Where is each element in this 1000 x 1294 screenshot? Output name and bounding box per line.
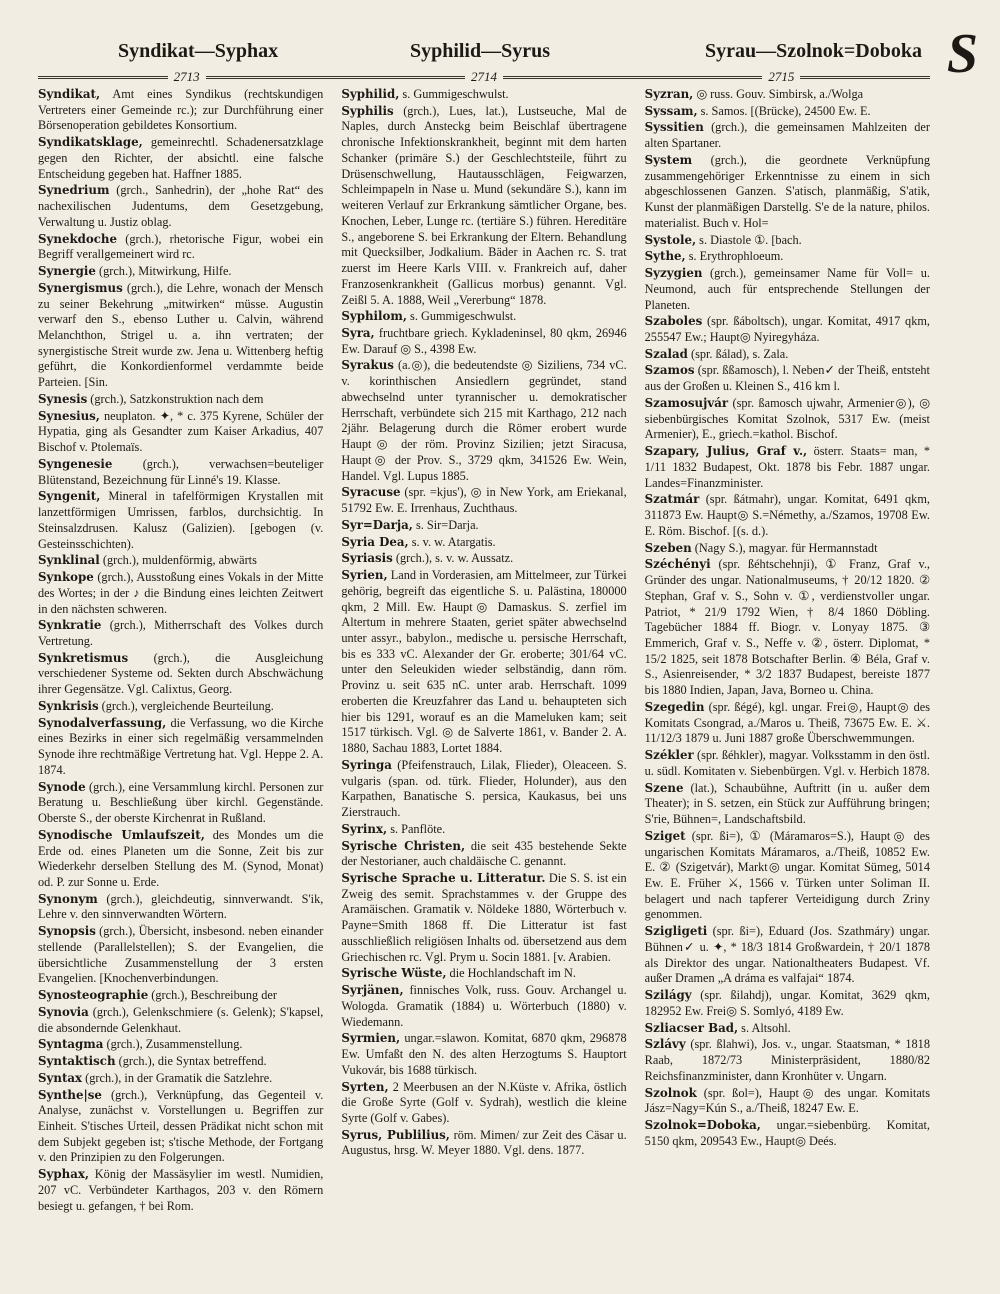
entry-headword: Syntagma <box>38 1037 104 1052</box>
entry-headword: Synkope <box>38 570 94 585</box>
dictionary-entry <box>38 699 323 715</box>
page-number-right: 2715 <box>768 69 795 84</box>
entry-headword: Syr=Darja, <box>341 517 413 532</box>
dictionary-entry <box>645 396 930 443</box>
entry-text: (grch.), Gelenkschmiere (s. Gelenk); S'kapsel, die absondernde Gelenkhaut. <box>38 1004 324 1035</box>
entry-headword: Syngenesie <box>38 456 113 471</box>
dictionary-entry <box>645 700 930 747</box>
entry-headword: Synodalverfassung, <box>38 715 167 730</box>
entry-text: die Hochlandschaft im N. <box>446 966 576 981</box>
entry-headword: Synkrisis <box>38 698 99 713</box>
entry-headword: Syrakus <box>341 358 394 373</box>
entry-text: (spr. ßi=), ① (Máramaros=S.), Haupt◎ des ungarischen Komitats Máramaros, a./Theiß, 10852 Ew. E. ② (Szigetvár), Markt◎ ungar. Komitat Sümeg, 5014 Ew. E. Früher ⚔, 1566 v. Türken unter Soliman II. belagert und nach tapferer Verteidigung durch Zriny genommen. <box>644 828 930 922</box>
page-number-middle: 2714 <box>471 69 497 84</box>
entry-text: Amt eines Syndikus (rechtskundigen Vertreters einer Gemeinde rc.); zur Durchführung einer Börsenoperation gebildetes Konsortium. <box>38 87 324 133</box>
entry-headword: Szeben <box>644 540 692 555</box>
dictionary-entry <box>645 541 930 557</box>
entry-headword: Syracuse <box>341 485 401 500</box>
entry-text: (spr. ßi=), Eduard (Jos. Szathmáry) ungar. Bühnen✓ u. ✦, * 18/3 1814 Großwardein, † 20/1 1878 als Direktor des ungar. Nationaltheaters Budapest. Vf. außer Dramen „A dráma es valfajai“ 1874. <box>644 924 930 986</box>
dictionary-entry <box>341 1128 626 1159</box>
entry-text: des Mondes um die Erde od. eines Planeten um die Sonne, Zeit bis zur Wiederkehr derselben Stellung des M. (Synod, Monat) od. P. zur Sonne u. Erde. <box>38 827 324 889</box>
entry-text: (Nagy S.), magyar. für Hermannstadt <box>691 540 878 555</box>
entry-text: (spr. ßßamosch), l. Neben✓ der Theiß, entsteht aus der Großen u. Kleinen S., 416 km l. <box>644 363 930 394</box>
dictionary-entry <box>341 87 626 103</box>
columns <box>38 87 930 1215</box>
entry-headword: Syrien, <box>341 568 388 583</box>
header-rule <box>206 76 336 79</box>
header-middle: Syphilid—Syrus <box>409 40 551 62</box>
dictionary-entry <box>341 309 626 325</box>
entry-text: s. Panflöte. <box>387 821 446 836</box>
dictionary-entry <box>645 363 930 394</box>
entry-headword: Synopsis <box>38 924 96 939</box>
dictionary-entry <box>38 232 323 263</box>
dictionary-entry <box>38 651 323 698</box>
dictionary-entry <box>341 326 626 357</box>
dictionary-entry <box>341 758 626 821</box>
dictionary-entry <box>645 249 930 265</box>
entry-headword: Syphilom, <box>341 309 407 324</box>
entry-text: s. Altsohl. <box>738 1020 791 1035</box>
dictionary-entry <box>341 983 626 1030</box>
entry-text: (spr. ßátmahr), ungar. Komitat, 6491 qkm, 311873 Ew. Haupt◎ S.=Némethy, a./Szamos, 19708 Ew. E. Röm. Bischof. [(s. d.). <box>644 492 930 538</box>
header-left: Syndikat—Syphax <box>118 40 279 62</box>
dictionary-entry <box>341 518 626 534</box>
dictionary-entry <box>38 828 323 891</box>
entry-text: (grch.), in der Gramatik die Satzlehre. <box>82 1070 273 1085</box>
entry-headword: Szamos <box>644 363 695 378</box>
entry-headword: Synonym <box>38 891 98 906</box>
dictionary-entry <box>645 314 930 345</box>
entry-headword: Székler <box>644 748 694 763</box>
entry-text: (grch.), s. v. w. Aussatz. <box>392 551 514 566</box>
entry-text: (grch.), vergleichende Beurteilung. <box>98 698 274 713</box>
entry-headword: Syntaktisch <box>38 1054 116 1069</box>
dictionary-entry <box>645 153 930 232</box>
entry-headword: Szene <box>644 780 684 795</box>
header-rule <box>503 76 633 79</box>
entry-headword: Syra, <box>341 326 375 341</box>
entry-headword: Synkretismus <box>38 650 129 665</box>
dictionary-entry <box>341 551 626 567</box>
entry-text: Mineral in tafelförmigen Krystallen mit lanzettförmigen Umrissen, farblos, durchsichtig. In Steinsalzdrusen. Kalusz (Galizien). [gebogen (v. Gesteinsschichten). <box>38 489 324 551</box>
entry-headword: Szatmár <box>644 492 700 507</box>
entry-headword: Széchényi <box>644 557 711 572</box>
entry-text: (spr. ßlahwi), Jos. v., ungar. Staatsman, * 1818 Raab, 1872/73 Ministerpräsident, 1880/82 Reichsfinanzminister, dann Kronhüter v. Ungarn. <box>644 1037 930 1083</box>
dictionary-entry <box>341 839 626 870</box>
entry-text: die seit 435 bestehende Sekte der Nestorianer, auch chaldäische C. genannt. <box>341 838 627 869</box>
entry-text: (grch.), Lues, lat.), Lustseuche, Mal de Naples, durch Ansteckg beim Beischlaf übertragene chronische Infektionskrankheit, beginnt mit dem harten Schanker (primäre S.) der Geschlechtsteile, führt zu Drüsenschwellung, Hautausschlägen, Feigwarzen, Schleimpapeln in Nase u. Mund (sekundäre S.), kann im weiteren Verlauf zur Erkrankung sämtlicher Organe, bes. Knochen, Leber, Lunge rc. (tertiäre S.) führen. Hereditäre S., angeborene S. bei Erkrankung der Eltern. Behandlung mit Quecksilber, Jodkalium. Bäder in Aachen rc. S. trat zuerst im Heere Karls VIII. v. Frankreich auf, daher Franzosenkrankheit (Gallicus morbus) genannt. Vgl. Zeißl 5. A. 1888, Weil „Vererbung“ 1878. <box>341 103 627 307</box>
header-rule <box>38 76 168 79</box>
dictionary-entry <box>341 104 626 309</box>
entry-text: (grch.), die Ausgleichung verschiedener Systeme od. Sekten durch Abschwächung ihrer Gegensätze. Vgl. Calixtus, Georg. <box>38 650 324 697</box>
dictionary-entry <box>645 1037 930 1084</box>
dictionary-entry <box>38 988 323 1004</box>
dictionary-entry <box>341 871 626 965</box>
entry-text: (spr. ßéhkler), magyar. Volksstamm in den östl. u. südl. Komitaten v. Siebenbürgen. Vgl. v. Herbich 1878. <box>644 748 930 778</box>
entry-headword: Szolnok <box>644 1085 697 1100</box>
entry-text: (grch.), rhetorische Figur, wobei ein Begriff verallgemeinert wird rc. <box>38 231 324 262</box>
dictionary-entry <box>341 966 626 982</box>
entry-headword: Syssam, <box>644 103 698 118</box>
entry-headword: Syrjänen, <box>341 983 404 998</box>
entry-headword: Synklinal <box>38 553 100 568</box>
dictionary-entry <box>38 135 323 182</box>
dictionary-entry <box>38 780 323 827</box>
dictionary-entry <box>341 358 626 484</box>
dictionary-entry <box>38 392 323 408</box>
dictionary-entry <box>645 492 930 539</box>
entry-headword: Szapary, Julius, Graf v., <box>644 444 808 459</box>
entry-headword: Synosteographie <box>38 988 149 1003</box>
dictionary-entry <box>38 716 323 779</box>
entry-text: s. Gummigeschwulst. <box>399 87 509 101</box>
entry-text: (grch.), verwachsen=beuteliger Blütenstand, Bezeichnung für Linné's 19. Klasse. <box>38 456 324 487</box>
dictionary-entry <box>38 1088 323 1167</box>
entry-headword: Syphilid, <box>341 87 400 101</box>
entry-text: (spr. =kjus'), ◎ in New York, am Eriekanal, 51792 Ew. E. Irrenhaus, Zuchthaus. <box>341 485 627 516</box>
entry-text: (grch.), Verknüpfung, das Gegenteil v. Analyse, zunächst v. Vorstellungen u. Begriffen zur Einheit. S'tisches Urteil, dessen Prädikat nicht schon mit dem Subjekt gegeben ist; s'tische Methode, der Fortgang v. den Prinzipien zu den Folgerungen. <box>38 1087 324 1165</box>
dictionary-entry <box>645 988 930 1019</box>
dictionary-entry <box>38 924 323 987</box>
entry-headword: Szliacser Bad, <box>644 1020 739 1035</box>
entry-text: s. Erythrophloeum. <box>685 249 784 264</box>
entry-text: (grch.), die Lehre, wonach der Mensch zu seiner Bekehrung „mitwirken“ müsse. Augustin verwarf den S., ebenso Luther u. Calvin, während Melanchthon, Strigel u. a. ihn vertraten; der synergistische Streit wurde zw. Jena u. Wittenberg heftig geführt, die Konkordienformel verdammte beide Parteien. [Sin. <box>38 280 324 390</box>
dictionary-entry <box>38 1037 323 1053</box>
entry-headword: Szolnok=Doboka, <box>644 1118 761 1132</box>
entry-text: (grch.), Ausstoßung eines Vokals in der Mitte des Wortes; in der ♪ die Bindung eines leichten Zeitwert in den nächsten schweren. <box>38 570 324 616</box>
entry-text: 2 Meerbusen an der N.Küste v. Afrika, östlich die Große Syrte (Golf v. Sydrah), westlich die kleine Syrte (Golf v. Gabes). <box>341 1079 627 1125</box>
entry-text: (spr. ßégé), kgl. ungar. Frei◎, Haupt◎ des Komitats Csongrad, a./Maros u. Theiß, 73675 Ew. E. ⚔. 11/12/3 1879 u. Juni 1887 große Überschwemmungen. <box>644 699 930 746</box>
entry-text: ungar.=slawon. Komitat, 6870 qkm, 296878 Ew. Umfaßt den N. des alten Herzogtums S. Hauptort Vukovár, bis 1688 türkisch. <box>341 1031 627 1077</box>
dictionary-entry <box>341 485 626 516</box>
running-headers <box>38 40 930 63</box>
entry-text: (grch., Sanhedrin), der „hohe Rat“ des nachexilischen Judentums, dem Gesetzgebung, Verwaltung u. Justiz oblag. <box>38 183 324 229</box>
entry-headword: Sythe, <box>644 249 686 264</box>
entry-text: Die S. S. ist ein Zweig des semit. Sprachstammes v. der Gruppe des Aramäischen. Gramatik v. Nöldeke 1880, Wörterbuch v. Payne=Smith 1868 ff. Die Litteratur ist fast ausschließlich religiösen Inhalts od. übersetzend aus dem Griechischen rc. Vgl. Prym u. Socin 1881. [v. Arabien. <box>341 870 627 964</box>
entry-text: gemeinrechtl. Schadenersatzklage gegen den Richter, der absichtl. eine falsche Entscheidung gegeben hat. Haffner 1885. <box>38 135 324 181</box>
header-right: Syrau—Szolnok=Doboka <box>704 40 922 62</box>
dictionary-entry <box>341 1080 626 1127</box>
entry-headword: Synergismus <box>38 280 123 295</box>
entry-text: (grch.), Mitwirkung, Hilfe. <box>95 264 232 279</box>
entry-text: s. Sir=Darja. <box>412 517 479 532</box>
page-number-row <box>38 69 930 85</box>
entry-headword: Syzran, <box>644 87 694 101</box>
entry-text: (Pfeifenstrauch, Lilak, Flieder), Oleaceen. S. vulgaris (span. od. türk. Flieder, Holunder), aus den Karpathen, Banatische S. persica, Kaukasus, bei uns Zierstrauch. <box>341 757 627 820</box>
entry-headword: Synekdoche <box>38 231 118 246</box>
entry-headword: Syphax, <box>38 1167 89 1182</box>
entry-text: (spr. ßáboltsch), ungar. Komitat, 4917 qkm, 255547 Ew.; Haupt◎ Nyiregyháza. <box>644 314 930 345</box>
dictionary-entry <box>645 924 930 987</box>
dictionary-entry <box>38 1005 323 1036</box>
entry-text: (spr. ßilahdj), ungar. Komitat, 3629 qkm, 182952 Ew. Frei◎ S. Somlyó, 4189 Ew. <box>644 988 930 1018</box>
entry-headword: Szaboles <box>644 314 703 329</box>
entry-headword: Syndikatsklage, <box>38 135 143 150</box>
entry-text: Land in Vorderasien, am Mittelmeer, zur Türkei gehörig, begreift das eigentliche S. u. Palästina, 180000 qkm, 2 Mill. Ew. Haupt◎ Damaskus. S. zerfiel im Altertum in mehrere Staaten, geriet später abwechselnd unter assyr., babylon., medische u. persische Herrschaft, bis es 333 vC. Alexander der Gr. eroberte; 301/64 vC. unter den Seleukiden wieder selbständig, dann röm. Provinz u. seit 635 nC. unter arab. Herrschaft. 1099 eroberten die Kreuzfahrer das Land u. behaupteten sich hier bis 1291, worauf es an die Mameluken kam; seit 1517 türkisch. Vgl. ◎ de Salverte 1861, v. Bander 2. A. 1880, Sachau 1883, Lortet 1884. <box>341 568 627 756</box>
column-right <box>645 87 930 1215</box>
page-number-left: 2713 <box>173 69 200 84</box>
dictionary-entry <box>341 822 626 838</box>
entry-headword: Systole, <box>644 232 697 247</box>
dictionary-entry <box>38 570 323 617</box>
entry-text: röm. Mimen/ zur Zeit des Cäsar u. Augustus, hrsg. W. Meyer 1880. Vgl. dens. 1877. <box>341 1127 627 1158</box>
entry-text: (grch.), Satzkonstruktion nach dem <box>87 391 264 406</box>
entry-headword: Syndikat, <box>38 87 101 101</box>
header-rule <box>633 76 763 79</box>
entry-headword: Sziget <box>644 828 686 843</box>
entry-headword: Szamosujvár <box>644 395 729 410</box>
entry-headword: Syriasis <box>341 551 393 566</box>
entry-headword: Szlávy <box>644 1037 686 1052</box>
dictionary-entry <box>38 457 323 488</box>
entry-headword: Synesius, <box>38 408 100 423</box>
entry-headword: Synesis <box>38 391 88 406</box>
header-rule <box>800 76 930 79</box>
dictionary-entry <box>38 87 323 134</box>
entry-text: s. Gummigeschwulst. <box>406 309 517 324</box>
entry-headword: Syrinx, <box>341 821 388 836</box>
entry-text: die Verfassung, wo die Kirche eines Bezirks in einer sich regelmäßig versammelnden Synode ihre rechtmäßige Vertretung hat. Vgl. Heppe 2. A. 1874. <box>38 715 324 777</box>
entry-headword: Syria Dea, <box>341 534 409 549</box>
entry-text: (grch.), eine Versammlung kirchl. Personen zur Beratung u. Beschließung über kirchl. Gegenstände. Oberste S., der oberste Kirchenrat in Rußland. <box>38 779 324 826</box>
entry-text: König der Massäsylier im westl. Numidien, 207 vC. Verbündeter Karthagos, 203 v. den Römern besiegt u. gefangen, † bei Rom. <box>38 1167 324 1213</box>
dictionary-entry <box>645 1118 930 1149</box>
entry-headword: Synergie <box>38 264 96 279</box>
entry-text: österr. Staats= man, * 1/11 1832 Budapest, Okt. 1878 bis Febr. 1887 ungar. Landes=Finanzminister. <box>644 444 930 490</box>
dictionary-entry <box>645 266 930 313</box>
dictionary-entry <box>645 444 930 491</box>
entry-text: (spr. ßéhtschehnji), ① Franz, Graf v., Gründer des ungar. Nationalmuseums, † 20/12 1820. ② Stephan, Graf v. S., Sohn v. ①, verdienstvoller ungar. Patriot, * 21/9 1792 Wien, † 8/4 1860 Döbling. Tagebücher 1884 ff. Biogr. v. Lonyay 1875. ③ Emmerich, Graf v. S., Neffe v. ②, österr. Diplomat, * 15/2 1825, seit 1878 Botschafter Berlin. ④ Béla, Graf v. S., Asienreisender, * 3/2 1837 Budapest, bereiste 1877 bis 1880 Indien, Japan, Java, Borneo u. China. <box>644 557 930 698</box>
entry-text: (grch.), gleichdeutig, sinnverwandt. S'ik, Lehre v. den sinnverwandten Wörtern. <box>38 891 324 922</box>
entry-text: (spr. ßálad), s. Zala. <box>687 346 789 361</box>
dictionary-entry <box>645 1021 930 1037</box>
entry-text: s. Samos. [(Brücke), 24500 Ew. E. <box>697 103 871 118</box>
entry-text: ungar.=siebenbürg. Komitat, 5150 qkm, 209543 Ew., Haupt◎ Deés. <box>644 1118 930 1148</box>
dictionary-entry <box>341 568 626 757</box>
entry-headword: Synode <box>38 779 86 794</box>
dictionary-entry <box>341 535 626 551</box>
entry-headword: Synkratie <box>38 618 102 633</box>
column-middle <box>341 87 626 1215</box>
entry-headword: Syrische Sprache u. Litteratur. <box>341 870 546 885</box>
header-rule <box>335 76 465 79</box>
entry-headword: Syssitien <box>644 120 704 135</box>
entry-headword: Synthe|se <box>38 1087 102 1102</box>
entry-text: ◎ russ. Gouv. Simbirsk, a./Wolga <box>693 87 864 101</box>
entry-text: (grch.), die Syntax betreffend. <box>115 1054 267 1069</box>
entry-text: (grch.), Mitherrschaft des Volkes durch Vertretung. <box>38 618 324 648</box>
dictionary-entry <box>645 233 930 249</box>
entry-text: (grch.), muldenförmig, abwärts <box>99 553 257 568</box>
entry-text: s. v. w. Atargatis. <box>408 534 496 549</box>
entry-text: (grch.), Übersicht, insbesond. neben einander stellende (Parallelstellen); S. der Evangelien, die übersichtliche Zusammenstellung der 3 ersten Evangelien. [Knochenverbindungen. <box>38 924 324 986</box>
entry-text: (grch.), Zusammenstellung. <box>103 1037 243 1052</box>
dictionary-entry <box>645 104 930 120</box>
entry-headword: Syrus, Publilius, <box>341 1127 450 1142</box>
entry-headword: Syntax <box>38 1070 83 1085</box>
entry-headword: Szilágy <box>644 988 692 1003</box>
entry-text: (a.◎), die bedeutendste ◎ Siziliens, 734 vC. v. korinthischen Ansiedlern gegründet, stand abwechselnd unter tyrannischer u. demokratischer Herrschaft, verbündete sich 215 mit Karthago, 212 nach 2jähr. Belagerung durch die Römer erobert wurde Haupt◎ der röm. Provinz Sizilien; jetzt Siracusa, Haupt◎ der Prov. S., 3729 qkm, 341526 Ew. Wein, Handel. Vgl. Lupus 1885. <box>341 358 627 483</box>
dictionary-entry <box>645 781 930 828</box>
column-left <box>38 87 323 1215</box>
entry-headword: Synovia <box>38 1004 89 1019</box>
dictionary-entry <box>38 1167 323 1214</box>
entry-text: (lat.), Schaubühne, Auftritt (in u. außer dem Theater); in S. setzen, ein Stück zur Aufführung bringen; S'rie, Bühnen=, Landschaftsbild. <box>644 780 930 827</box>
entry-text: finnisches Volk, russ. Gouv. Archangel u. Wologda. Gramatik (1884) u. Wörterbuch (1880) v. Wiedemann. <box>341 983 627 1029</box>
dictionary-entry <box>38 892 323 923</box>
dictionary-entry <box>645 748 930 779</box>
dictionary-entry <box>38 553 323 569</box>
dictionary-entry <box>38 281 323 391</box>
dictionary-entry <box>38 264 323 280</box>
dictionary-entry <box>645 347 930 363</box>
entry-text: (grch.), die gemeinsamen Mahlzeiten der alten Spartaner. <box>644 120 930 151</box>
entry-headword: Syrten, <box>341 1079 389 1094</box>
dictionary-entry <box>645 557 930 699</box>
dictionary-entry <box>38 1054 323 1070</box>
entry-text: s. Diastole ①. [bach. <box>696 232 802 247</box>
dictionary-entry <box>38 183 323 230</box>
entry-headword: System <box>644 152 693 167</box>
entry-headword: Syrische Wüste, <box>341 966 447 981</box>
entry-headword: Szigligeti <box>644 924 708 939</box>
entry-headword: Syphilis <box>341 103 394 118</box>
entry-headword: Syzygien <box>644 266 703 281</box>
entry-headword: Syngenit, <box>38 489 101 504</box>
section-letter: S <box>946 23 978 85</box>
dictionary-entry <box>38 618 323 649</box>
entry-headword: Szalad <box>644 346 688 361</box>
dictionary-entry <box>38 1071 323 1087</box>
entry-text: (spr. ßol=), Haupt◎ des ungar. Komitats Jász=Nagy=Kún S., a./Theiß, 18247 Ew. E. <box>644 1085 930 1116</box>
dictionary-entry <box>645 87 930 103</box>
entry-headword: Szegedin <box>644 699 705 714</box>
entry-text: (grch.), die geordnete Verknüpfung zusammengehöriger Erkenntnisse zu einem in sich abgeschlossenen Ganzen. S'atisch, planmäßig, S'atik, Kunst der planmäßigen Darstellg. S'e de la nature, philos. materialist. Buch v. Hol= <box>644 152 930 230</box>
dictionary-entry <box>38 409 323 456</box>
entry-headword: Syrische Christen, <box>341 838 466 853</box>
entry-headword: Syringa <box>341 757 392 772</box>
dictionary-entry <box>341 1031 626 1078</box>
dictionary-entry <box>38 489 323 552</box>
entry-text: fruchtbare griech. Kykladeninsel, 80 qkm, 26946 Ew. Darauf ◎ S., 4398 Ew. <box>341 326 627 356</box>
entry-text: neuplaton. ✦, * c. 375 Kyrene, Schüler der Hypatia, ging als Gesandter zum Kaiser Arkadius, 407 Bischof v. Ptolemaïs. <box>38 408 324 455</box>
dictionary-entry <box>645 120 930 151</box>
entry-text: (grch.), Beschreibung der <box>148 988 277 1003</box>
entry-text: (grch.), gemeinsamer Name für Voll= u. Neumond, auch für entsprechende Stellungen der Planeten. <box>644 266 930 312</box>
entry-headword: Synodische Umlaufszeit, <box>38 827 205 842</box>
entry-text: (spr. ßamosch ujwahr, Armenier◎), ◎ siebenbürgisches Komitat Szolnok, 5317 Ew. (meist Armenier), E., griech.=kathol. Bischof. <box>644 395 930 442</box>
dictionary-entry <box>645 829 930 923</box>
dictionary-entry <box>645 1086 930 1117</box>
entry-headword: Syrmien, <box>341 1031 401 1046</box>
entry-headword: Synedrium <box>38 183 110 198</box>
